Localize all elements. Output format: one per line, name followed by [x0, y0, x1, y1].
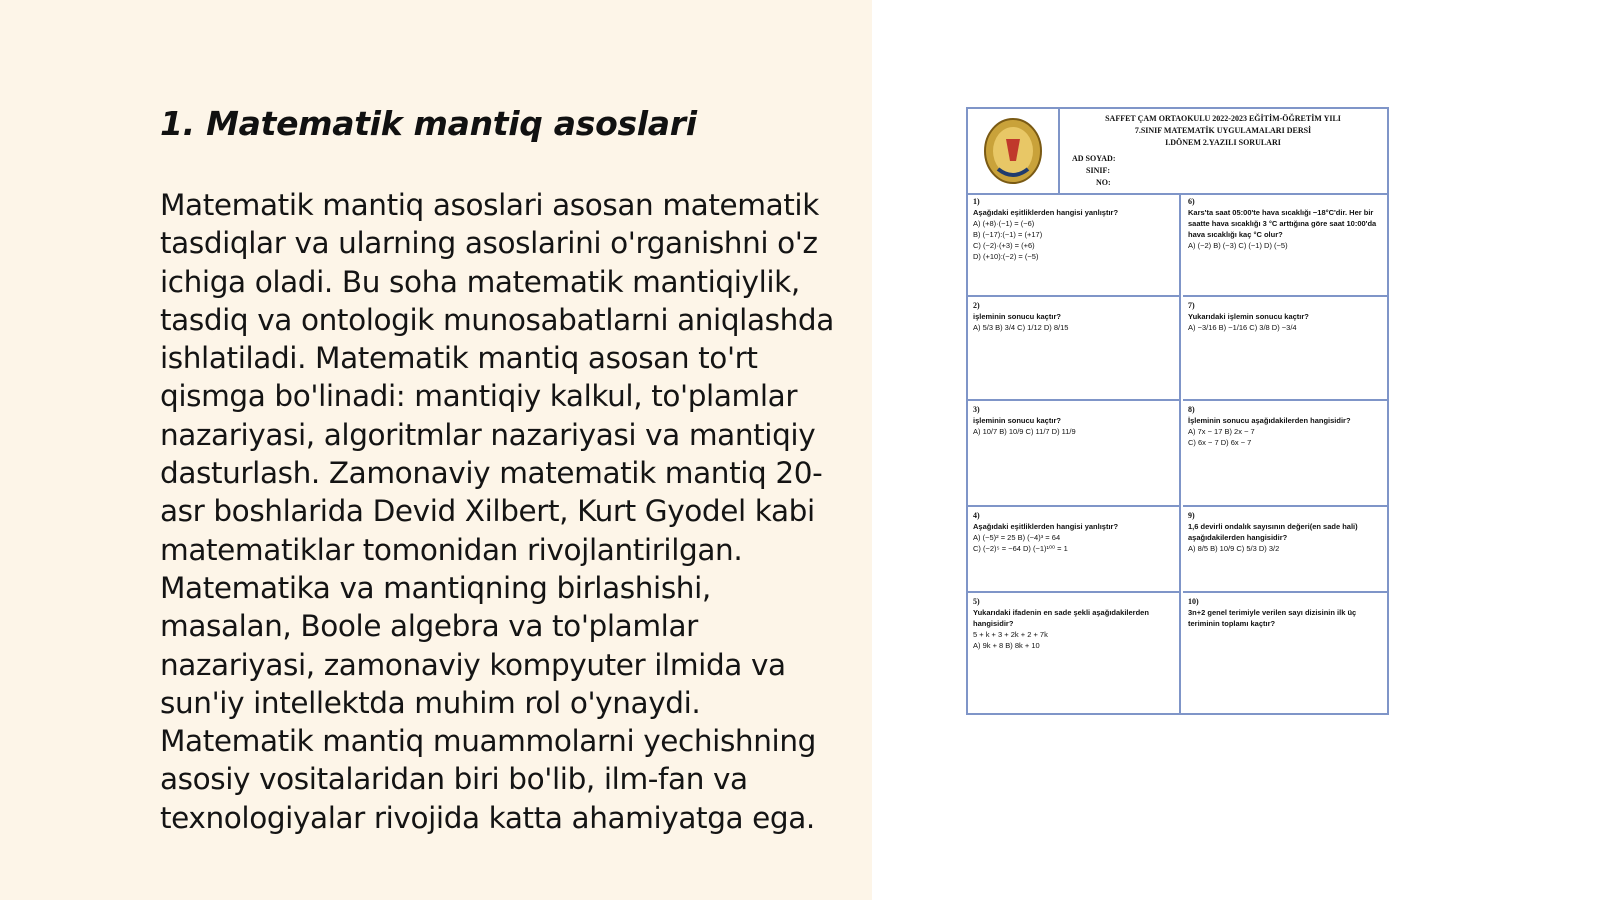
- exam-sheet-image: [966, 107, 1389, 715]
- question-text: 3n+2 genel terimiyle verilen sayı dizisinin ilk üç teriminin toplamı kaçtır?: [1188, 608, 1357, 628]
- question-option-line: B) (−17):(−1) = (+17): [973, 230, 1043, 239]
- question-cell: [968, 401, 1181, 507]
- question-number: 8): [1188, 405, 1195, 414]
- question-option-line: C) (−2)⁵ = −64 D) (−1)¹⁰⁰ = 1: [973, 544, 1068, 553]
- question-option-line: A) 5/3 B) 3/4 C) 1/12 D) 8/15: [973, 323, 1069, 332]
- sheet-title-line: SAFFET ÇAM ORTAOKULU 2022-2023 EĞİTİM-ÖĞRETİM YILI: [1105, 114, 1341, 123]
- school-crest-icon: [968, 109, 1060, 193]
- question-cell: [968, 593, 1181, 715]
- question-option-line: C) (−2)·(+3) = (+6): [973, 241, 1035, 250]
- sheet-header: [968, 109, 1387, 195]
- sheet-title: [1064, 113, 1382, 149]
- slide-title: 1. Matematik mantiq asoslari: [160, 104, 697, 143]
- question-cell: [1183, 193, 1387, 297]
- question-text: Aşağıdaki eşitliklerden hangisi yanlıştır?: [973, 208, 1119, 217]
- question-text: Yukarıdaki ifadenin en sade şekli aşağıdakilerden hangisidir?: [973, 608, 1149, 628]
- sheet-title-line: 7.SINIF MATEMATİK UYGULAMALARI DERSİ: [1134, 126, 1312, 135]
- field-number: NO:: [1096, 178, 1111, 187]
- question-number: 3): [973, 405, 980, 414]
- question-option-line: D) (+10):(−2) = (−5): [973, 252, 1039, 261]
- question-text: Aşağıdaki eşitliklerden hangisi yanlıştır?: [973, 522, 1119, 531]
- body-paragraph: Matematik mantiq asoslari asosan matematik tasdiqlar va ularning asoslarini o'rganishni o'z ichiga oladi. Bu soha matematik mantiqiylik, tasdiq va ontologik munosabatlarni aniqlashda ishlatiladi. Matematik mantiq asosan to'rt qismga bo'linadi: mantiqiy kalkul, to'plamlar nazariyasi, algoritmlar nazariyasi va mantiqiy dasturlash. Zamonaviy matematik mantiq 20-asr boshlarida Devid Xilbert, Kurt Gyodel kabi matematiklar tomonidan rivojlantirilgan. Matematika va mantiqning birlashishi, masalan, Boole algebra va to'plamlar nazariyasi, zamonaviy kompyuter ilmida va sun'iy intellektda muhim rol o'ynaydi. Matematik mantiq muammolarni yechishning asosiy vositalaridan biri bo'lib, ilm-fan va texnologiyalar rivojida katta ahamiyatga ega.: [160, 188, 834, 835]
- question-text: Kars'ta saat 05:00'te hava sıcaklığı −18°C'dir. Her bir saatte hava sıcaklığı 3 °C arttığına göre saat 10:00'da hava sıcaklığı kaç °C olur?: [1188, 208, 1377, 239]
- question-option-line: A) (−2) B) (−3) C) (−1) D) (−5): [1188, 241, 1288, 250]
- question-text: işleminin sonucu kaçtır?: [973, 416, 1061, 425]
- sheet-title-line: I.DÖNEM 2.YAZILI SORULARI: [1165, 138, 1281, 147]
- question-cell: [1183, 297, 1387, 401]
- question-text: Yukarıdaki işlemin sonucu kaçtır?: [1188, 312, 1309, 321]
- question-number: 2): [973, 301, 980, 310]
- question-option-line: A) 10/7 B) 10/9 C) 11/7 D) 11/9: [973, 427, 1076, 436]
- question-text: 1,6 devirli ondalık sayısının değeri(en sade hali) aşağıdakilerden hangisidir?: [1188, 522, 1358, 542]
- question-cell: [968, 193, 1181, 297]
- field-class: SINIF:: [1086, 166, 1111, 175]
- question-text: işleminin sonucu kaçtır?: [973, 312, 1061, 321]
- question-option-line: A) (+8)·(−1) = (−6): [973, 219, 1035, 228]
- question-number: 7): [1188, 301, 1195, 310]
- question-number: 9): [1188, 511, 1195, 520]
- question-cell: [1183, 401, 1387, 507]
- question-number: 1): [973, 197, 980, 206]
- question-number: 4): [973, 511, 980, 520]
- student-fields: [1072, 153, 1116, 189]
- question-option-line: A) 9k + 8 B) 8k + 10: [973, 641, 1040, 650]
- question-number: 5): [973, 597, 980, 606]
- question-cell: [1183, 593, 1387, 715]
- question-option-line: C) 6x − 7 D) 6x − 7: [1188, 438, 1252, 447]
- question-option-line: A) (−5)² = 25 B) (−4)³ = 64: [973, 533, 1061, 542]
- question-option-line: 5 + k + 3 + 2k + 2 + 7k: [973, 630, 1048, 639]
- question-option-line: A) 7x − 17 B) 2x − 7: [1188, 427, 1255, 436]
- question-number: 6): [1188, 197, 1195, 206]
- question-cell: [968, 297, 1181, 401]
- field-name: AD SOYAD:: [1072, 154, 1116, 163]
- question-cell: [968, 507, 1181, 593]
- question-number: 10): [1188, 597, 1199, 606]
- question-cell: [1183, 507, 1387, 593]
- question-option-line: A) 8/5 B) 10/9 C) 5/3 D) 3/2: [1188, 544, 1280, 553]
- question-option-line: A) −3/16 B) −1/16 C) 3/8 D) −3/4: [1188, 323, 1297, 332]
- question-text: İşleminin sonucu aşağıdakilerden hangisidir?: [1188, 416, 1351, 425]
